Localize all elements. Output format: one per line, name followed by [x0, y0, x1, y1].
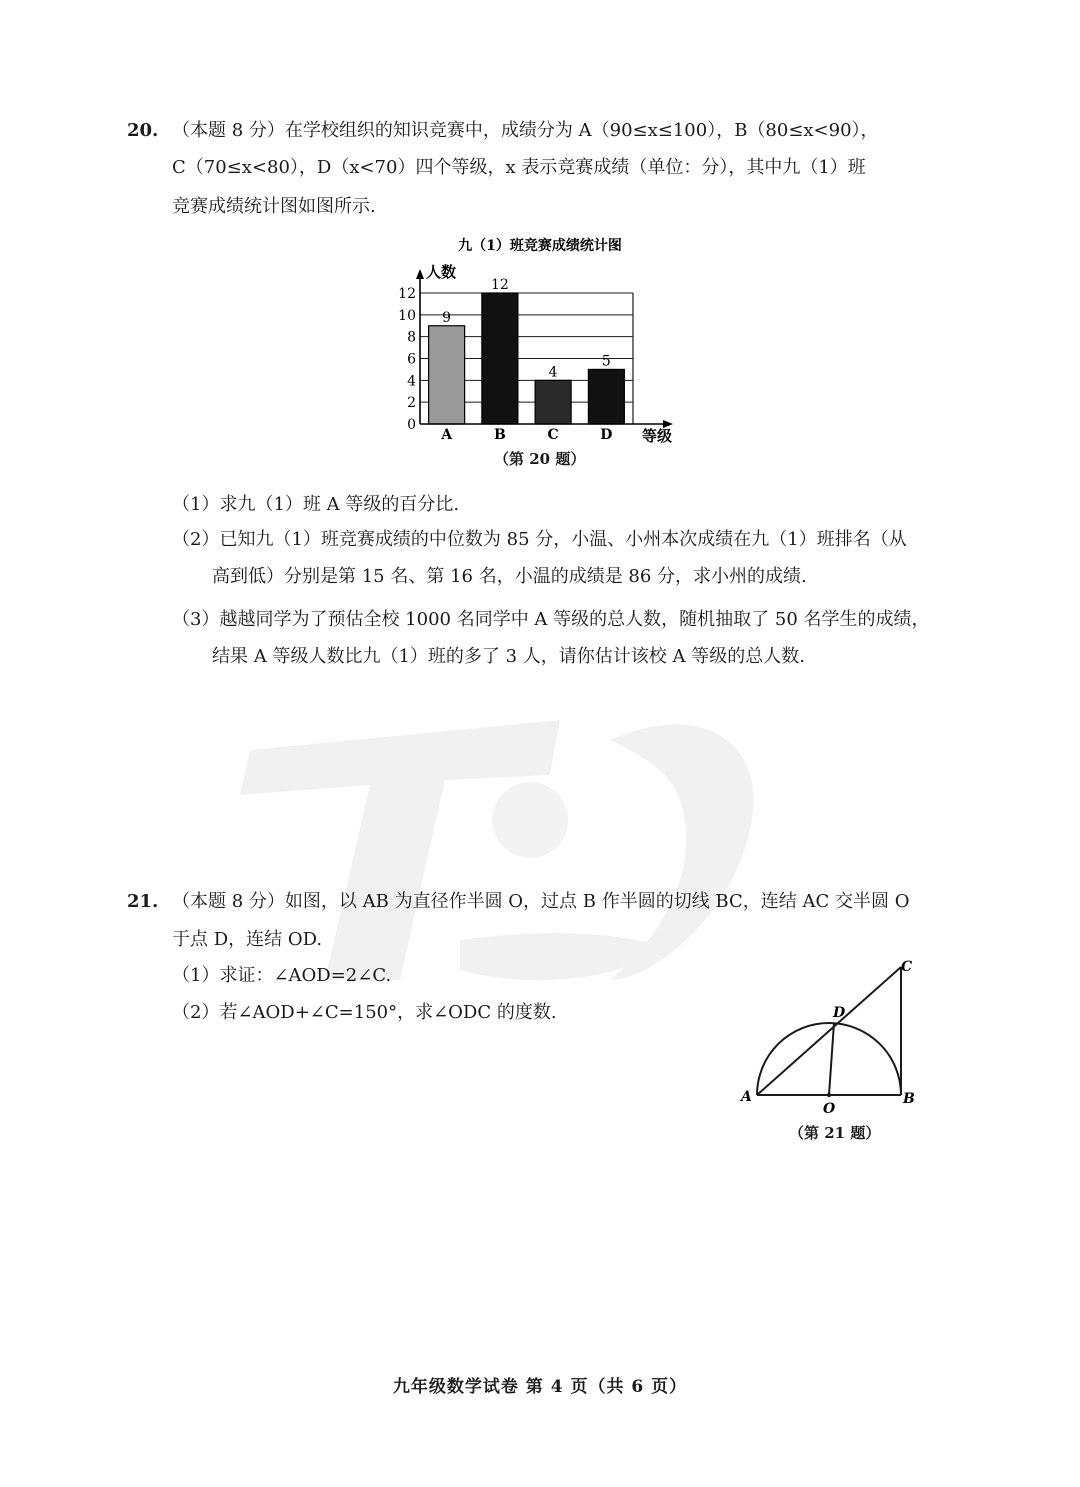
- label-c: C: [901, 959, 913, 975]
- chart-x-axis-label: 等级: [642, 427, 673, 445]
- chart-x-tick-label: B: [493, 427, 506, 443]
- question-20-part-3-line-2: 结果 A 等级人数比九（1）班的多了 3 人，请你估计该校 A 等级的总人数.: [212, 646, 805, 667]
- chart-bar-C: [535, 380, 571, 424]
- question-21-part-2: （2）若∠AOD+∠C=150°，求∠ODC 的度数.: [172, 1002, 557, 1023]
- question-20-number: 20.: [127, 120, 159, 141]
- chart-y-tick-label: 2: [407, 395, 416, 412]
- chart-data-label: 12: [490, 277, 509, 293]
- chart-title: 九（1）班竞赛成绩统计图: [458, 238, 622, 254]
- chart-data-label: 9: [442, 309, 452, 326]
- chart-y-tick-label: 8: [407, 329, 416, 346]
- question-20-part-3-line-1: （3）越越同学为了预估全校 1000 名同学中 A 等级的总人数，随机抽取了 50 名学生的成绩，: [172, 609, 930, 630]
- chart-data-label: 4: [548, 364, 558, 381]
- question-21-line-2: 于点 D，连结 OD.: [172, 929, 323, 950]
- question-20-line-1: （本题 8 分）在学校组织的知识竞赛中，成绩分为 A（90≤x≤100），B（80≤x<90），: [172, 120, 879, 141]
- chart-y-tick-label: 10: [398, 307, 416, 324]
- chart-x-tick-label: A: [441, 427, 453, 443]
- chart-y-tick-label: 6: [407, 351, 416, 368]
- bar-chart: [390, 230, 690, 470]
- chart-y-axis-label: 人数: [426, 263, 457, 281]
- label-d: D: [833, 1005, 846, 1021]
- center-point-o: [827, 1093, 831, 1097]
- chart-bar-B: [482, 293, 518, 424]
- chart-bar-D: [588, 369, 624, 424]
- figure-20-caption: （第 20 题）: [494, 450, 586, 468]
- chart-bar-A: [429, 326, 465, 424]
- question-21-line-1: （本题 8 分）如图，以 AB 为直径作半圆 O，过点 B 作半圆的切线 BC，连结 AC 交半圆 O: [172, 891, 910, 912]
- label-o: O: [823, 1101, 836, 1117]
- question-21-number: 21.: [127, 891, 159, 912]
- chart-data-label: 5: [601, 353, 611, 370]
- question-20-part-1: （1）求九（1）班 A 等级的百分比.: [172, 494, 460, 515]
- chart-y-tick-label: 12: [398, 286, 416, 302]
- page-footer: 九年级数学试卷 第 4 页（共 6 页）: [392, 1377, 688, 1397]
- chart-x-tick-label: D: [600, 427, 613, 443]
- label-a: A: [741, 1089, 752, 1105]
- chart-x-tick-label: C: [547, 427, 559, 443]
- question-21-part-1: （1）求证：∠AOD=2∠C.: [172, 965, 392, 986]
- figure-21-caption: （第 21 题）: [789, 1124, 881, 1142]
- question-20-part-2-line-2: 高到低）分别是第 15 名、第 16 名，小温的成绩是 86 分，求小州的成绩.: [212, 566, 807, 587]
- question-20-part-2-line-1: （2）已知九（1）班竞赛成绩的中位数为 85 分，小温、小州本次成绩在九（1）班排名（从: [172, 529, 907, 550]
- segment-od: [829, 1023, 834, 1095]
- segment-ac: [757, 967, 901, 1095]
- watermark-logo: [230, 680, 790, 1010]
- label-b: B: [903, 1091, 915, 1107]
- chart-y-tick-label: 0: [407, 417, 416, 433]
- chart-y-axis-arrow: [416, 269, 424, 279]
- question-20-line-2: C（70≤x<80），D（x<70）四个等级，x 表示竞赛成绩（单位：分），其中九（1）班: [172, 157, 866, 178]
- figure-21-semicircle: [735, 955, 925, 1145]
- question-20-line-3: 竞赛成绩统计图如图所示.: [172, 196, 376, 217]
- chart-y-tick-label: 4: [407, 373, 416, 390]
